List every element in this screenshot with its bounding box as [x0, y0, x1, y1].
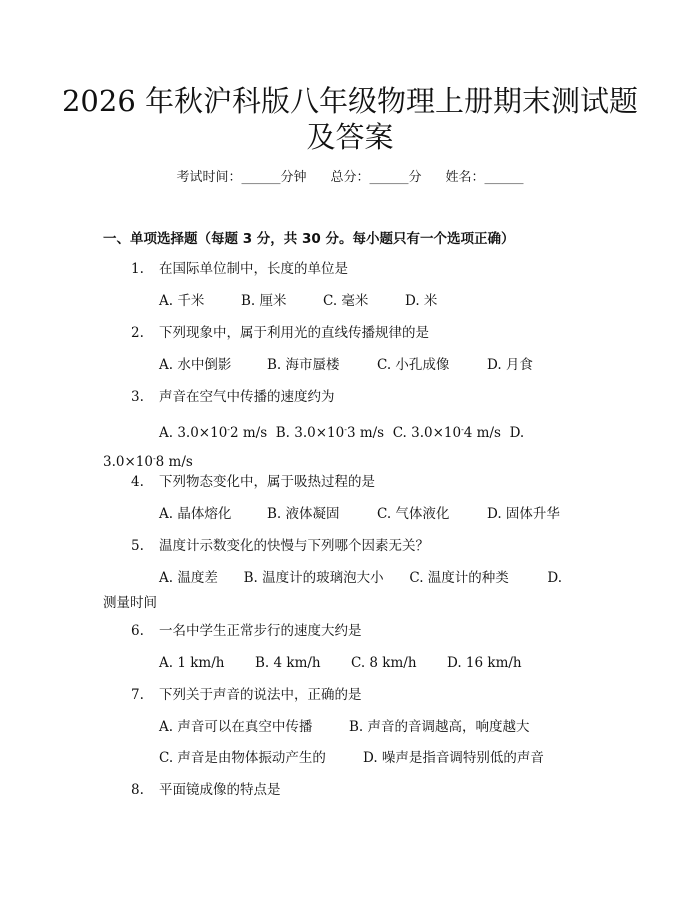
option-b: B. 声音的音调越高，响度越大 — [349, 719, 530, 735]
document-title-line1: 2026 年秋沪科版八年级物理上册期末测试题 — [61, 84, 639, 118]
superscript-minus: - — [152, 454, 156, 463]
option-c: C. 温度计的种类 — [409, 570, 509, 586]
question-text: 下列关于声音的说法中，正确的是 — [159, 687, 362, 703]
question-text: 在国际单位制中，长度的单位是 — [159, 261, 348, 277]
question-1-options — [159, 291, 437, 311]
option-b: B. 厘米 — [241, 293, 287, 309]
question-number: 1. — [131, 261, 144, 277]
option-c: C. 3.0×10-4 m/s — [392, 425, 501, 441]
option-a: A. 千米 — [159, 293, 205, 309]
question-7 — [131, 685, 362, 705]
question-6 — [131, 621, 362, 641]
section-heading: 一、单项选择题（每题 3 分，共 30 分。每小题只有一个选项正确） — [103, 231, 515, 247]
option-c: C. 声音是由物体振动产生的 — [159, 750, 326, 766]
option-a: A. 1 km/h — [159, 655, 225, 671]
question-4 — [131, 472, 375, 492]
option-d: D. 噪声是指音调特别低的声音 — [363, 750, 544, 766]
option-a: A. 声音可以在真空中传播 — [159, 719, 313, 735]
question-7-options-row1 — [159, 717, 530, 737]
question-text: 温度计示数变化的快慢与下列哪个因素无关？ — [159, 538, 429, 554]
option-a: A. 水中倒影 — [159, 357, 232, 373]
option-d: D. 测量时间 — [103, 570, 563, 611]
question-3 — [131, 387, 335, 407]
question-6-options — [159, 653, 522, 673]
question-number: 3. — [131, 389, 144, 405]
superscript-minus: - — [227, 425, 230, 434]
question-text: 平面镜成像的特点是 — [159, 782, 281, 798]
question-8 — [131, 780, 281, 800]
option-a: A. 3.0×10-2 m/s — [159, 425, 268, 441]
option-c: C. 气体液化 — [377, 506, 450, 522]
option-c: C. 8 km/h — [351, 655, 417, 671]
question-1 — [131, 259, 348, 279]
option-a: A. 温度差 — [159, 570, 218, 586]
question-text: 声音在空气中传播的速度约为 — [159, 389, 335, 405]
question-5 — [131, 536, 429, 556]
exam-time-field: 考试时间：______分钟 — [176, 170, 307, 185]
question-5-options — [103, 566, 573, 616]
exam-name-field: 姓名：______ — [445, 170, 524, 185]
question-7-options-row2 — [159, 748, 544, 768]
option-c: C. 毫米 — [323, 293, 369, 309]
option-d: D. 3.0×10-8 m/s — [103, 425, 525, 470]
question-text: 下列物态变化中，属于吸热过程的是 — [159, 474, 375, 490]
option-a: A. 晶体熔化 — [159, 506, 232, 522]
option-d: D. 米 — [405, 293, 438, 309]
question-2-options — [159, 355, 533, 375]
option-b: B. 液体凝固 — [267, 506, 340, 522]
option-c: C. 小孔成像 — [377, 357, 450, 373]
option-b: B. 4 km/h — [255, 655, 321, 671]
question-2 — [131, 323, 429, 343]
option-d: D. 16 km/h — [447, 655, 522, 671]
option-b: B. 温度计的玻璃泡大小 — [243, 570, 384, 586]
option-d: D. 固体升华 — [487, 506, 560, 522]
option-b: B. 3.0×10-3 m/s — [275, 425, 385, 441]
question-3-options — [103, 417, 573, 475]
question-number: 6. — [131, 623, 144, 639]
exam-score-field: 总分：______分 — [330, 170, 422, 185]
question-number: 2. — [131, 325, 144, 341]
question-text: 一名中学生正常步行的速度大约是 — [159, 623, 362, 639]
question-number: 8. — [131, 782, 144, 798]
superscript-minus: - — [344, 425, 347, 434]
question-number: 7. — [131, 687, 144, 703]
option-d: D. 月食 — [487, 357, 533, 373]
option-b: B. 海市蜃楼 — [267, 357, 340, 373]
question-4-options — [159, 504, 560, 524]
exam-meta — [0, 168, 700, 188]
question-number: 5. — [131, 538, 144, 554]
question-text: 下列现象中，属于利用光的直线传播规律的是 — [159, 325, 429, 341]
document-title-line2: 及答案 — [306, 120, 394, 154]
question-number: 4. — [131, 474, 144, 490]
superscript-minus: - — [461, 425, 464, 434]
